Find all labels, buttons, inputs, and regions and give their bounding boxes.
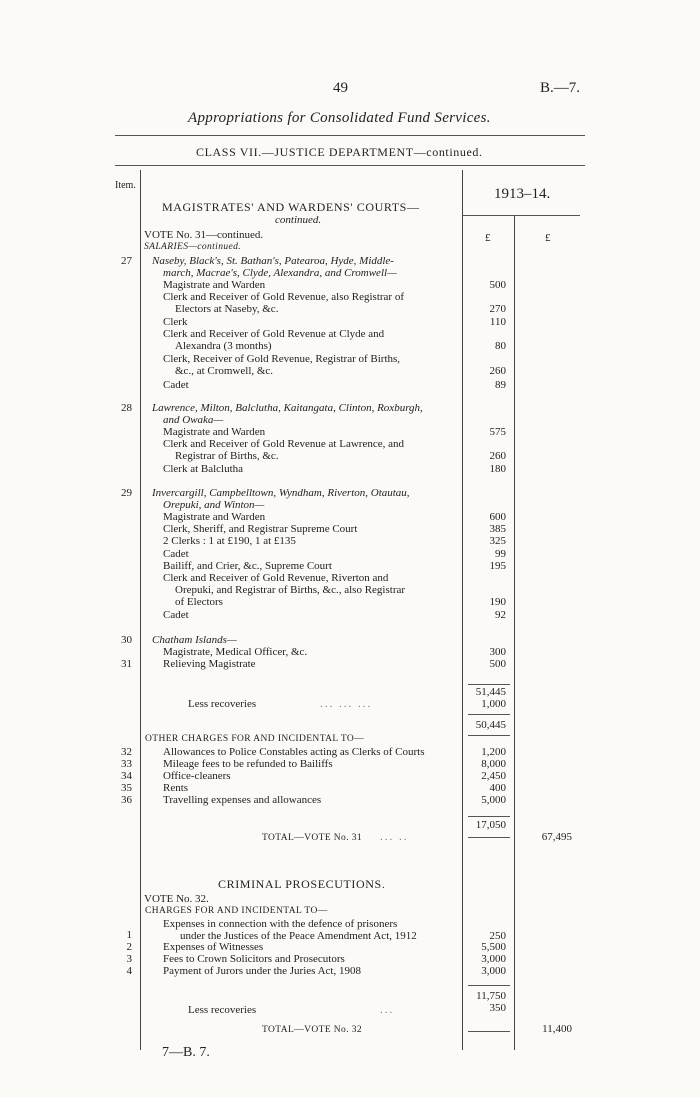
salary-line: Orepuki, and Registrar of Births, &c., also Registrar (175, 583, 406, 596)
vote-heading: VOTE No. 31—continued. (144, 229, 264, 241)
item-number: 1 (126, 929, 132, 941)
charge-line: Office-cleaners (163, 770, 231, 782)
item-number: 34 (121, 770, 132, 782)
footer-signature: 7—B. 7. (162, 1045, 210, 1060)
salaries-heading: SALARIES—continued. (144, 242, 242, 252)
salary-amount: 270 (489, 302, 506, 315)
other-charges-total: 17,050 (475, 819, 506, 831)
salary-amount: 260 (489, 449, 506, 462)
salary-amount: 99 (495, 547, 506, 560)
charge-line: Travelling expenses and allowances (163, 794, 322, 806)
salary-line: Clerk and Receiver of Gold Revenue, also Registrar of (163, 290, 405, 303)
charge-amount: 1,200 (481, 746, 506, 758)
salary-amount: 180 (489, 463, 506, 475)
criminal-prosecutions-heading: CRIMINAL PROSECUTIONS. (218, 877, 386, 891)
salary-line: Clerk (163, 316, 188, 328)
salary-amount: 92 (495, 609, 506, 621)
charge-line: Fees to Crown Solicitors and Prosecutors (163, 953, 345, 966)
pound-sign-col1: £ (485, 232, 491, 244)
charge-line: Expenses of Witnesses (163, 941, 264, 954)
subtotal-rule-3 (468, 735, 510, 736)
section2-total-rule (468, 1031, 510, 1032)
total-column-divider (514, 215, 515, 1050)
salary-amount: 110 (489, 316, 506, 328)
salary-amount: 325 (489, 535, 506, 548)
subtotal-rule (468, 684, 510, 685)
charge-amount: 400 (489, 782, 506, 794)
item-column-header: Item. (115, 180, 136, 191)
locality-heading: Invercargill, Campbelltown, Wyndham, Riverton, Otautau, (152, 487, 410, 499)
locality-heading: Orepuki, and Winton— (163, 498, 265, 511)
charge-amount: 2,450 (481, 770, 506, 782)
leader-dots: ... (380, 1004, 395, 1016)
item-number: 28 (121, 402, 132, 414)
subtotal-value: 51,445 (475, 686, 506, 698)
page-title: Appropriations for Consolidated Fund Services. (188, 110, 491, 126)
leader-dots: ... ... ... (320, 698, 373, 710)
total-rule (468, 837, 510, 838)
item-number: 27 (121, 255, 132, 267)
section2-less-recoveries-value: 350 (489, 1002, 506, 1014)
section2-subtotal-value: 11,750 (476, 990, 506, 1002)
salary-amount: 600 (489, 510, 506, 523)
item-number: 35 (121, 782, 132, 794)
salary-line: Clerk and Receiver of Gold Revenue, Riverton and (163, 572, 389, 585)
charge-amount: 250 (489, 929, 506, 942)
salary-line: Magistrate and Warden (163, 425, 266, 438)
salary-amount: 575 (489, 425, 506, 438)
subtotal-rule-2 (468, 714, 510, 715)
page-number: 49 (333, 80, 348, 96)
salary-line: of Electors (175, 595, 223, 608)
charge-amount: 3,000 (481, 953, 506, 966)
locality-heading: Chatham Islands— (152, 634, 237, 646)
salary-line: Magistrate, Medical Officer, &c. (163, 645, 308, 658)
charges-heading: CHARGES FOR AND INCIDENTAL TO— (145, 906, 328, 916)
salary-line: Electors at Naseby, &c. (175, 302, 279, 315)
section2-subtotal-rule (468, 985, 510, 986)
header-rule (115, 135, 585, 136)
item-number: 33 (121, 758, 132, 770)
charge-amount: 5,000 (481, 794, 506, 806)
charge-line: under the Justices of the Peace Amendment Act, 1912 (180, 929, 417, 942)
salary-line: Relieving Magistrate (163, 658, 256, 670)
item-number: 36 (121, 794, 132, 806)
salary-line: Cadet (163, 378, 189, 391)
salary-line: Clerk at Balclutha (163, 463, 244, 475)
vote-31-total-label: TOTAL—VOTE No. 31 (262, 833, 363, 843)
salary-line: Clerk, Receiver of Gold Revenue, Registrar of Births, (163, 353, 401, 366)
charge-amount: 8,000 (481, 758, 506, 770)
charge-amount: 5,500 (481, 941, 506, 954)
leader-dots: ... .. (380, 831, 409, 843)
charge-line: Mileage fees to be refunded to Bailiffs (163, 758, 333, 770)
salary-line: Registrar of Births, &c. (175, 449, 279, 462)
year-heading-rule (462, 215, 580, 216)
less-recoveries-label: Less recoveries (188, 698, 257, 710)
charge-amount: 3,000 (481, 964, 506, 977)
item-number: 4 (126, 964, 132, 977)
salary-line: Clerk, Sheriff, and Registrar Supreme Court (163, 522, 358, 535)
other-subtotal-rule (468, 816, 510, 817)
amount-column-divider (462, 170, 463, 1050)
salary-line: Clerk and Receiver of Gold Revenue at Lawrence, and (163, 437, 404, 450)
section-heading-continued: continued. (275, 214, 322, 226)
locality-heading: Lawrence, Milton, Balclutha, Kaitangata, Clinton, Roxburgh, (152, 402, 423, 414)
salary-amount: 80 (495, 340, 506, 353)
charge-line: Expenses in connection with the defence of prisoners (163, 918, 398, 930)
item-number: 31 (121, 658, 132, 670)
locality-heading: and Owaka— (163, 413, 224, 426)
item-number: 30 (121, 634, 132, 646)
vote-32-total-value: 11,400 (542, 1023, 572, 1035)
vote-32-total-label: TOTAL—VOTE No. 32 (262, 1025, 363, 1035)
section-heading: MAGISTRATES' AND WARDENS' COURTS— (162, 200, 420, 214)
salary-amount: 190 (489, 595, 506, 608)
salary-amount: 385 (489, 522, 506, 535)
salary-line: Bailiff, and Crier, &c., Supreme Court (163, 559, 332, 572)
salary-amount: 500 (489, 278, 506, 291)
pound-sign-col2: £ (545, 232, 551, 244)
class-heading: CLASS VII.—JUSTICE DEPARTMENT—continued. (196, 145, 483, 159)
item-number: 32 (121, 746, 132, 758)
salary-line: Alexandra (3 months) (175, 340, 272, 353)
less-recoveries-value: 1,000 (481, 698, 506, 710)
item-number: 29 (121, 487, 132, 499)
salary-line: Cadet (163, 609, 189, 621)
salary-amount: 500 (489, 658, 506, 670)
item-number: 2 (126, 941, 132, 954)
vote-31-total-value: 67,495 (541, 831, 572, 843)
other-charges-heading: OTHER CHARGES FOR AND INCIDENTAL TO— (145, 734, 365, 744)
salary-amount: 89 (495, 378, 506, 391)
item-column-divider (140, 170, 141, 1050)
salary-amount: 300 (489, 645, 506, 658)
section2-less-recoveries-label: Less recoveries (188, 1004, 257, 1016)
charge-line: Allowances to Police Constables acting as Clerks of Courts (163, 746, 425, 758)
salary-amount: 195 (489, 559, 506, 572)
salary-line: &c., at Cromwell, &c. (175, 365, 274, 378)
vote-32-heading: VOTE No. 32. (144, 893, 209, 905)
salary-line: Cadet (163, 547, 189, 560)
salary-line: Magistrate and Warden (163, 510, 266, 523)
salary-line: 2 Clerks : 1 at £190, 1 at £135 (163, 535, 296, 548)
document-reference: B.—7. (540, 80, 581, 96)
salary-line: Magistrate and Warden (163, 278, 266, 291)
salary-line: Clerk and Receiver of Gold Revenue at Clyde and (163, 328, 385, 341)
charge-line: Payment of Jurors under the Juries Act, 1908 (163, 964, 361, 977)
year-column-header: 1913–14. (494, 186, 551, 202)
header-rule-2 (115, 165, 585, 166)
net-subtotal-value: 50,445 (475, 719, 506, 731)
locality-heading: Naseby, Black's, St. Bathan's, Patearoa, Hyde, Middle- (152, 255, 394, 267)
locality-heading: march, Macrae's, Clyde, Alexandra, and Cromwell— (163, 266, 397, 279)
charge-line: Rents (163, 782, 189, 794)
salary-amount: 260 (489, 365, 506, 378)
item-number: 3 (126, 953, 132, 966)
